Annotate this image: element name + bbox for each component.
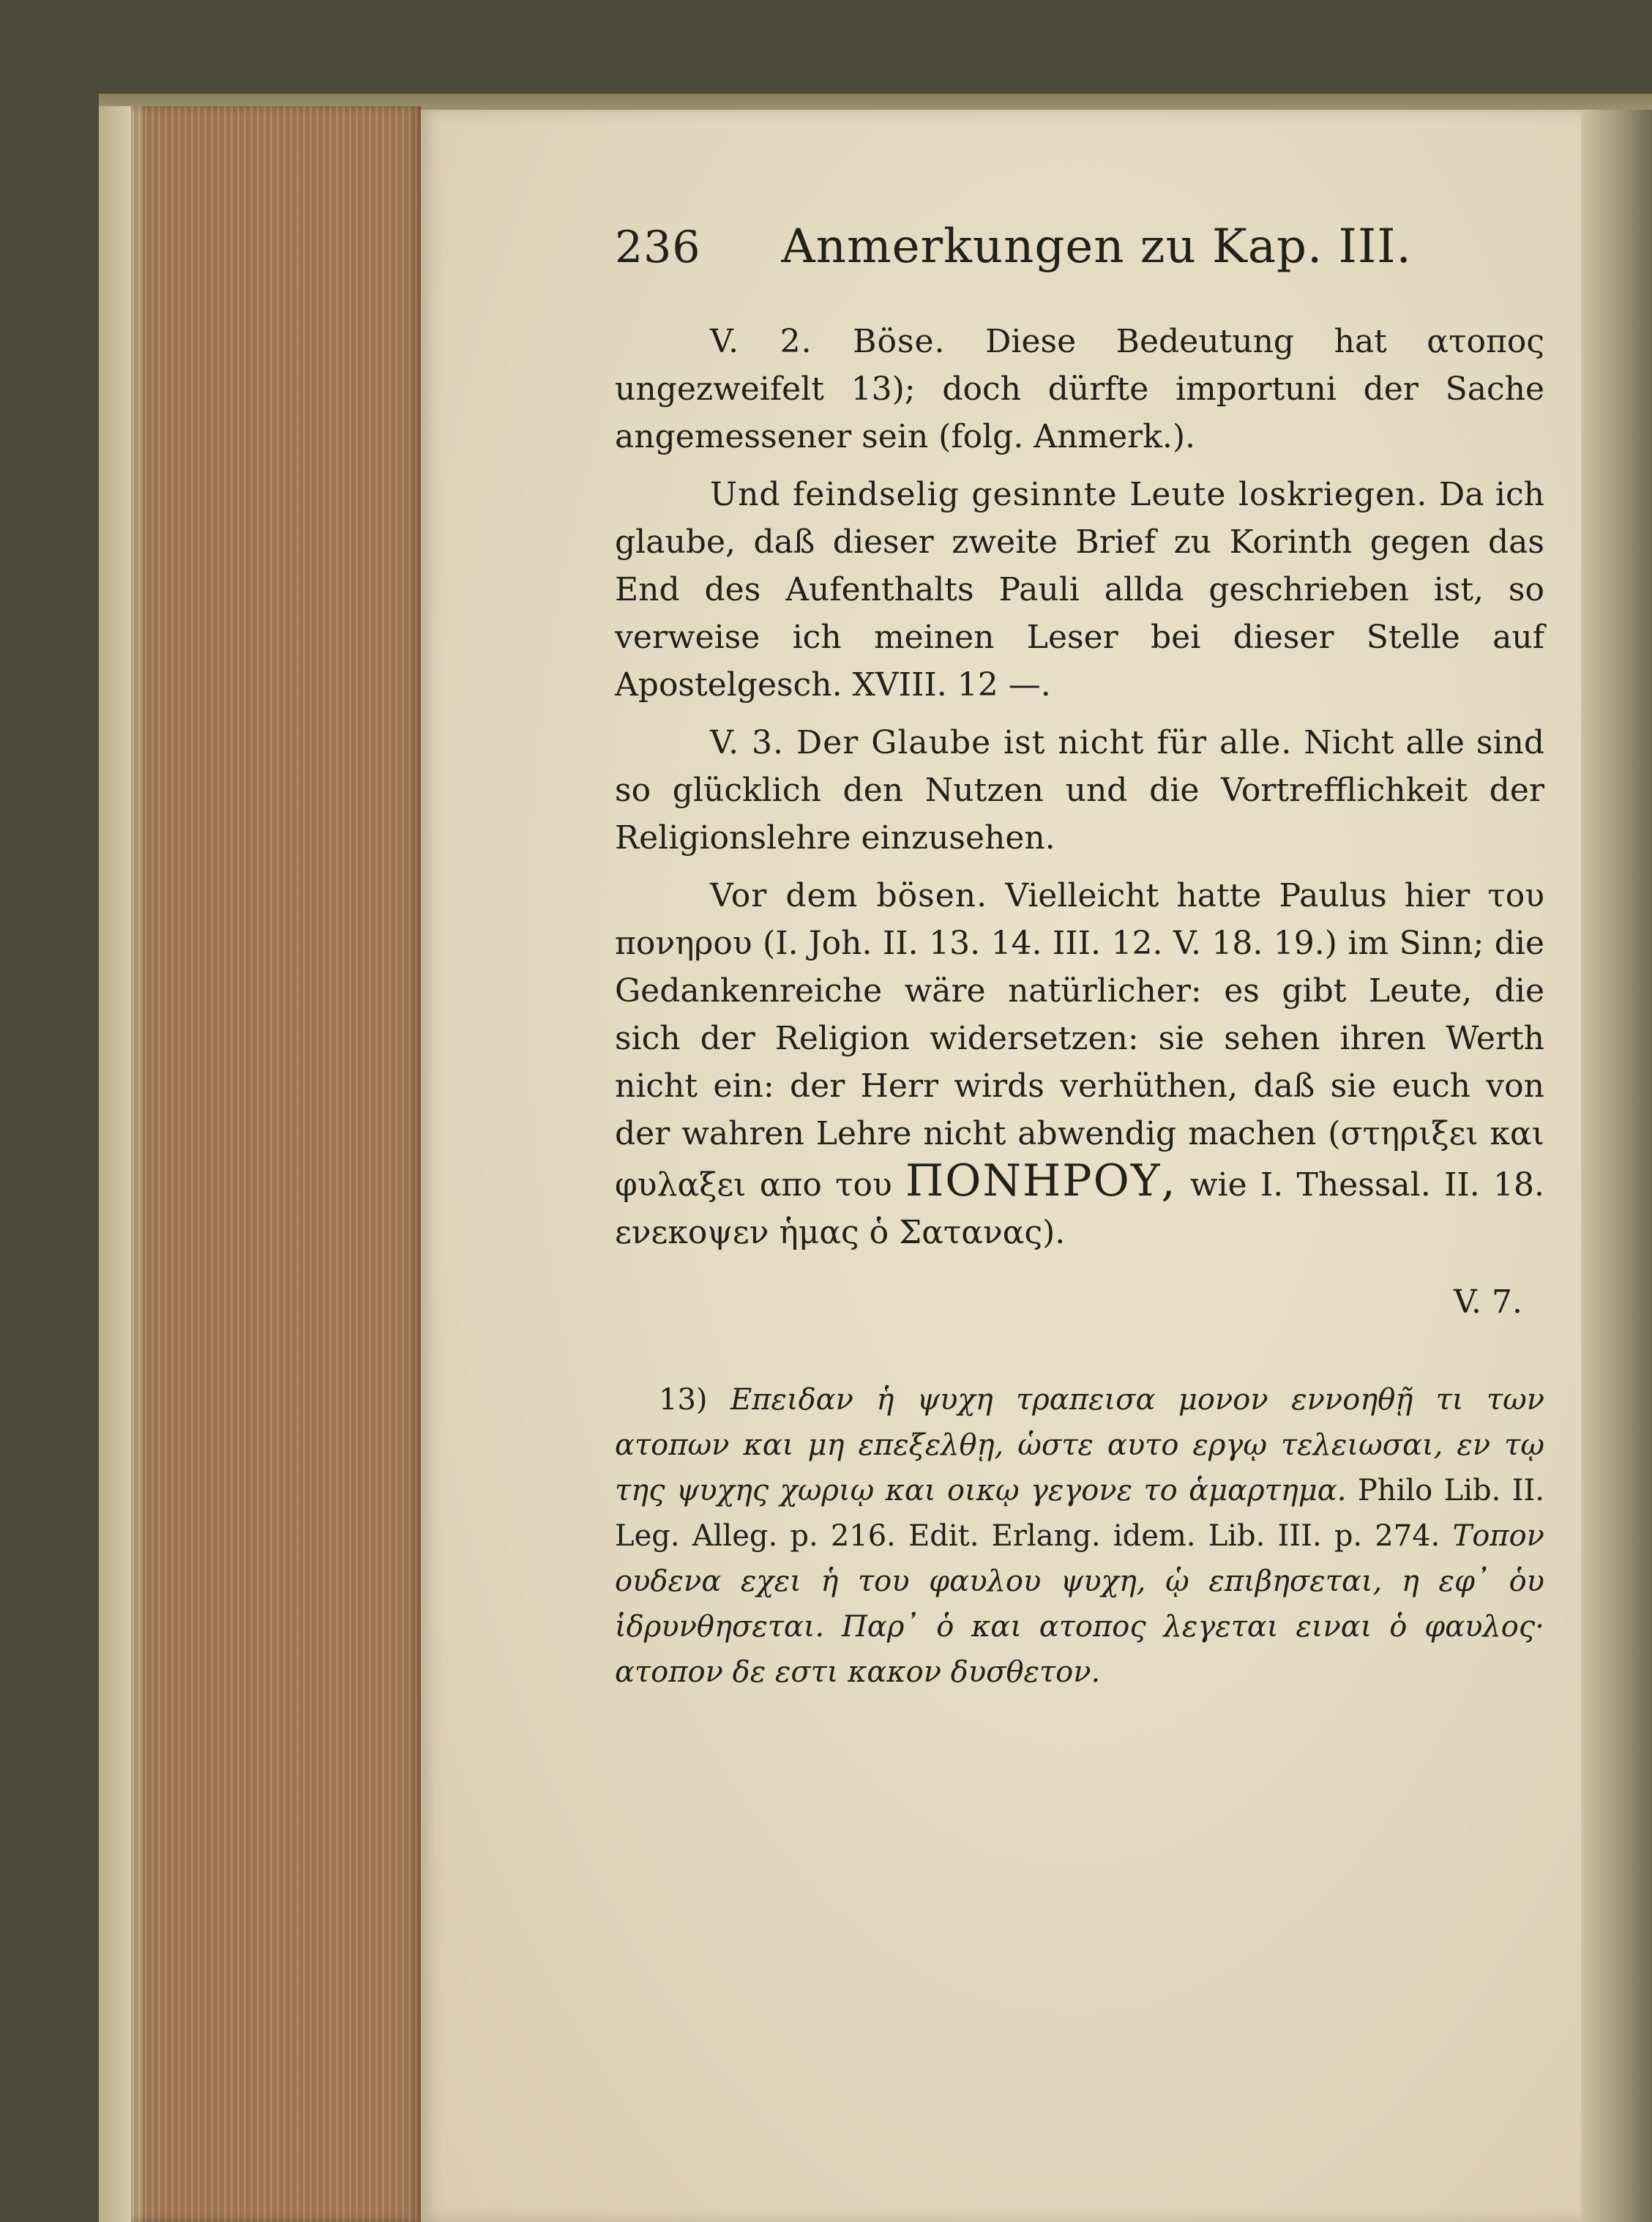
footnote-mark: 13)	[659, 1383, 708, 1417]
book-fore-edge	[99, 106, 421, 2222]
paragraph-text: Vielleicht hatte Paulus hier του πονηρου (I. Joh. II. 13. 14. III. 12. V. 18. 19.) im Sinn; die Gedankenreiche wäre natürlicher: es gibt Leute, die sich der Religion widersetzen: sie sehen ihren Werth nicht ein: der Herr wirds verhüthen, daß sie euch von der wahren Lehre nicht abwendig machen (στηριξει και φυλαξει απο του	[615, 877, 1544, 1204]
footnote-greek-quote-2: Τοπον ουδενα εχει ἡ του φαυλου ψυχη, ᾡ επιβησεται, η εφ᾽ ὁυ ἱδρυνθησεται. Παρ᾽ ὁ και ατοπος λεγεται ειναι ὁ φαυλος· ατοπον δε εστι κακον δυσθετον.	[615, 1519, 1544, 1689]
paragraph-lead: Und feindselig gesinnte Leute loskriegen.	[710, 476, 1428, 513]
page-content	[615, 220, 1544, 1695]
running-title: Anmerkungen zu Kap. III.	[781, 220, 1412, 274]
paragraph-vor-dem-boesen	[615, 872, 1544, 1256]
footnote-13	[615, 1377, 1544, 1695]
paragraph-v2	[615, 318, 1544, 461]
paragraph-text: Nicht alle sind so glücklich den Nutzen und die Vortrefflichkeit der Religionslehre einzusehen.	[615, 724, 1544, 857]
footnote-greek-quote: Επειδαν ἡ ψυχη τραπεισα μονον εννοηθῇ τι των ατοπων και μη επεξελθῃ, ὡστε αυτο εργῳ τελειωσαι, εν τῳ της ψυχης χωριῳ και οικῳ γεγονε το ἁμαρτημα.	[615, 1383, 1545, 1507]
cover-rim	[99, 106, 131, 2222]
paragraph-feindselig	[615, 471, 1544, 709]
paragraph-lead: V. 2. Böse.	[710, 323, 946, 360]
greek-capitals: ΠΟΝΗΡΟΥ,	[905, 1155, 1177, 1207]
page-header	[615, 220, 1544, 274]
book-gutter	[1581, 110, 1652, 2222]
paragraph-text: Da ich glaube, daß dieser zweite Brief zu Korinth gegen das End des Aufenthalts Pauli allda geschrieben ist, so verweise ich meinen Leser bei dieser Stelle auf Apostelgesch. XVIII. 12 —.	[615, 476, 1544, 704]
paragraph-v3	[615, 719, 1544, 862]
paragraph-lead: V. 3. Der Glaube ist nicht für alle.	[710, 724, 1293, 761]
paragraph-text: Diese Bedeutung hat ατοπος ungezweifelt 13); doch dürfte importuni der Sache angemessener sein (folg. Anmerk.).	[615, 323, 1544, 455]
footnote-citation: Philo Lib. II. Leg. Alleg. p. 216. Edit. Erlang. idem. Lib. III. p. 274.	[615, 1474, 1545, 1553]
page-number: 236	[615, 222, 701, 273]
paragraph-lead: Vor dem bösen.	[710, 877, 988, 914]
catchword: V. 7.	[1453, 1283, 1522, 1321]
paragraph-text-continued: wie I. Thessal. II. 18. ενεκοψεν ἡμας ὁ Σατανας).	[615, 1166, 1544, 1251]
